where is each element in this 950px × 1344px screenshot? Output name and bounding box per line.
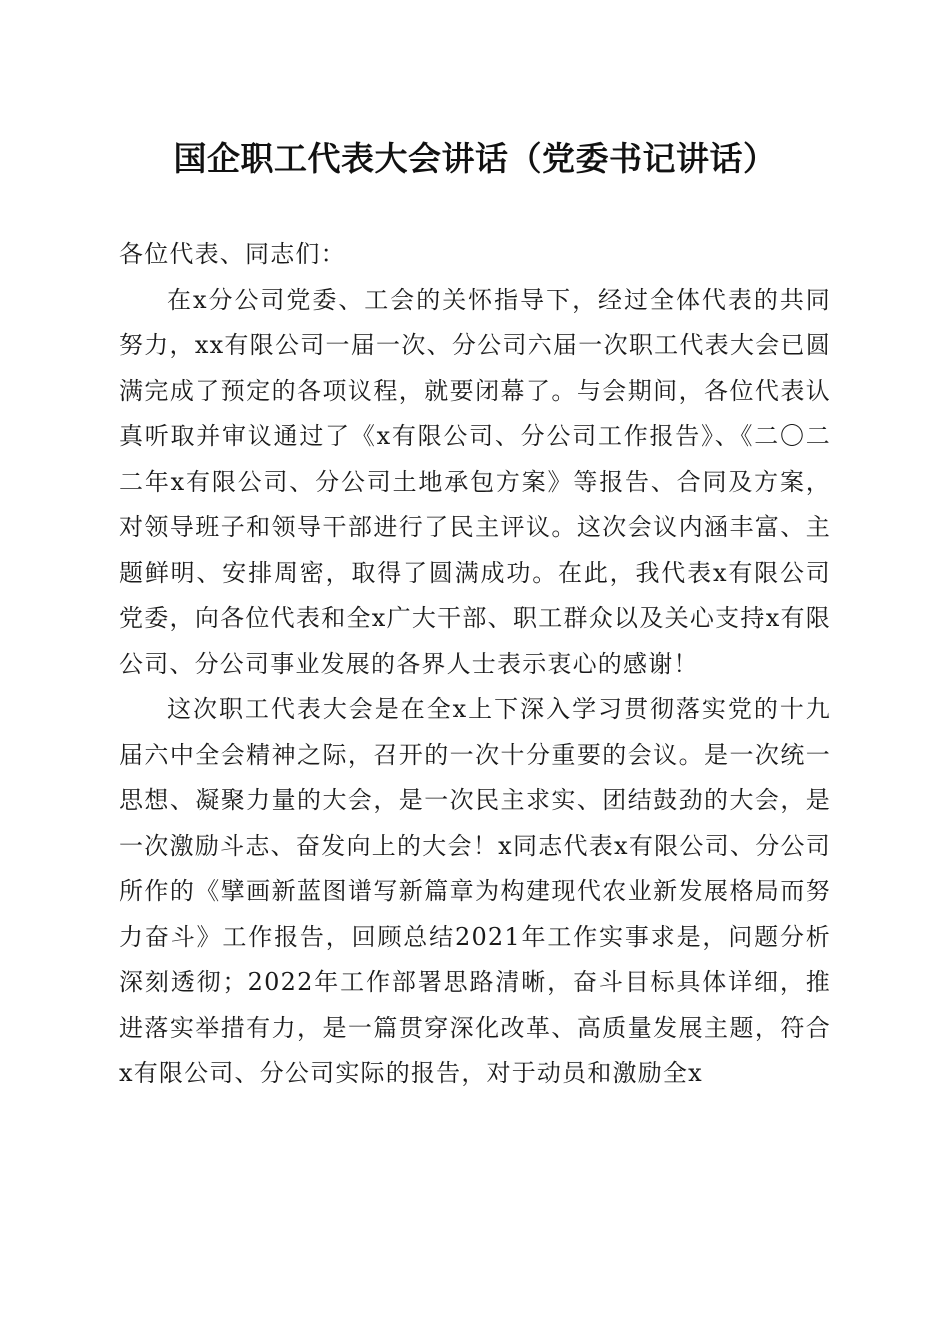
paragraph: 这次职工代表大会是在全x上下深入学习贯彻落实党的十九届六中全会精神之际，召开的一次十分重要的会议。是一次统一思想、凝聚力量的大会，是一次民主求实、团结鼓劲的大会，是一次激励斗志、奋发向上的大会！x同志代表x有限公司、分公司所作的《擘画新蓝图谱写新篇章为构建现代农业新发展格局而努力奋斗》工作报告，回顾总结2021年工作实事求是，问题分析深刻透彻；2022年工作部署思路清晰，奋斗目标具体详细，推进落实举措有力，是一篇贯穿深化改革、高质量发展主题，符合x有限公司、分公司实际的报告，对于动员和激励全x — [119, 695, 831, 1087]
document-body — [119, 232, 831, 1097]
document-title: 国企职工代表大会讲话（党委书记讲话） — [173, 139, 777, 178]
paragraph: 在x分公司党委、工会的关怀指导下，经过全体代表的共同努力，xx有限公司一届一次、分公司六届一次职工代表大会已圆满完成了预定的各项议程，就要闭幕了。与会期间，各位代表认真听取并审议通过了《x有限公司、分公司工作报告》、《二〇二二年x有限公司、分公司土地承包方案》等报告、合同及方案，对领导班子和领导干部进行了民主评议。这次会议内涵丰富、主题鲜明、安排周密，取得了圆满成功。在此，我代表x有限公司党委，向各位代表和全x广大干部、职工群众以及关心支持x有限公司、分公司事业发展的各界人士表示衷心的感谢！ — [119, 285, 831, 678]
salutation: 各位代表、同志们： — [119, 240, 346, 268]
